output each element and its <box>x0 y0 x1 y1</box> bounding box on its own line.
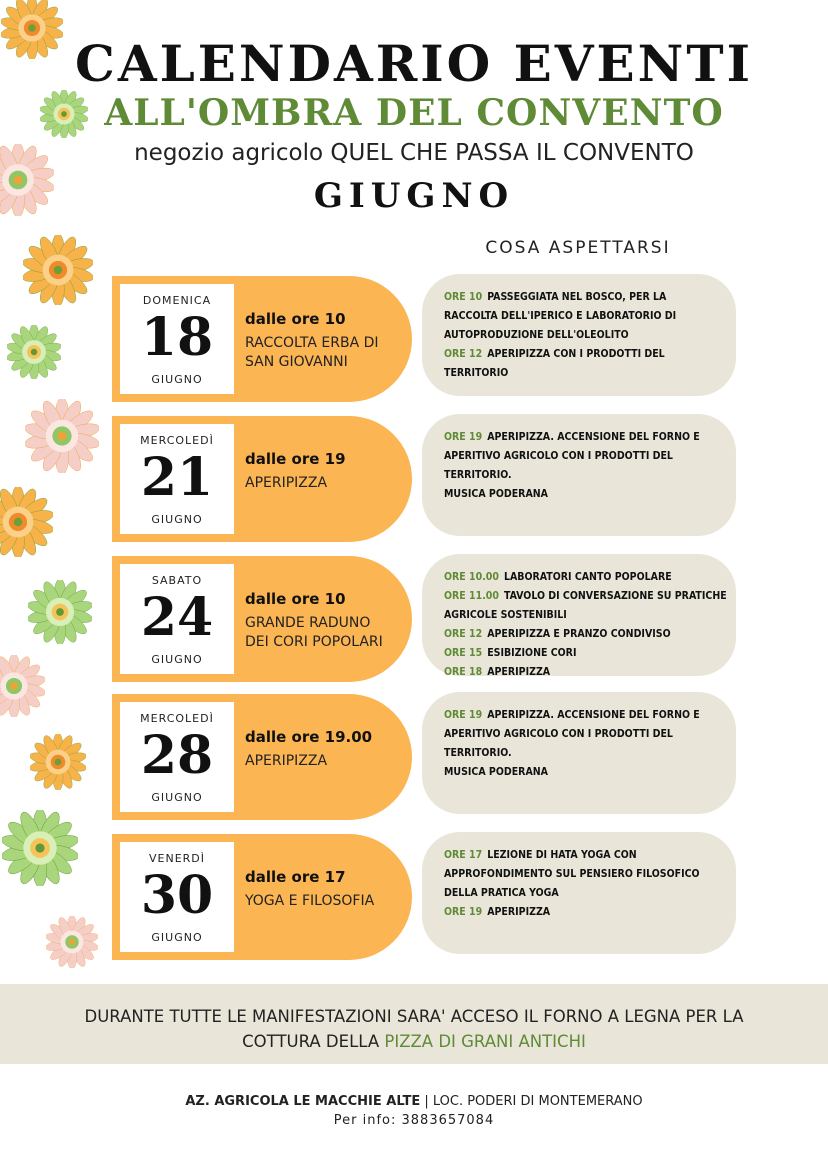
detail-text: TERRITORIO. <box>444 747 512 759</box>
flower-icon <box>7 325 61 383</box>
detail-text: AUTOPRODUZIONE DELL'OLEOLITO <box>444 329 629 341</box>
detail-time: ORE 10.00 <box>444 571 499 583</box>
detail-line <box>444 428 724 447</box>
detail-text: AGRICOLE SOSTENIBILI <box>444 609 567 621</box>
detail-text: DELLA PRATICA YOGA <box>444 887 559 899</box>
detail-text: LABORATORI CANTO POPOLARE <box>503 571 672 583</box>
event-day: 21 <box>140 447 214 508</box>
event-month: GIUGNO <box>151 791 203 804</box>
info-banner <box>0 984 828 1064</box>
event-weekday: VENERDÌ <box>148 852 205 865</box>
event-day: 30 <box>140 865 214 926</box>
event-title: APERIPIZZA <box>245 753 328 769</box>
shop-name: negozio agricolo QUEL CHE PASSA IL CONVENTO <box>134 140 694 166</box>
detail-text: APERIPIZZA <box>487 906 551 918</box>
event-weekday: SABATO <box>151 574 203 587</box>
detail-text: LEZIONE DI HATA YOGA CON <box>487 849 637 861</box>
detail-line <box>444 447 724 466</box>
detail-line <box>444 326 724 345</box>
detail-time: ORE 12 <box>444 348 483 360</box>
event-date-block <box>112 416 412 542</box>
banner-text <box>20 1004 808 1054</box>
page-title: CALENDARIO EVENTI <box>75 34 753 93</box>
event-time: dalle ore 19 <box>245 450 346 468</box>
event-time: dalle ore 10 <box>245 310 346 328</box>
event-weekday: MERCOLEDÌ <box>140 434 214 447</box>
date-box <box>120 284 234 394</box>
event-details-card <box>422 274 736 396</box>
detail-time: ORE 17 <box>444 849 483 861</box>
detail-text: TAVOLO DI CONVERSAZIONE SU PRATICHE <box>503 590 727 602</box>
detail-text: TERRITORIO <box>444 367 509 379</box>
detail-line <box>444 364 724 383</box>
month-heading: GIUGNO <box>313 176 515 216</box>
event-title: RACCOLTA ERBA DI SAN GIOVANNI <box>245 335 379 370</box>
event-details-card <box>422 692 736 814</box>
flower-icon <box>23 235 93 309</box>
detail-line <box>444 903 724 922</box>
detail-text: APERIPIZZA. ACCENSIONE DEL FORNO E <box>487 431 700 443</box>
detail-line <box>444 466 724 485</box>
detail-text: MUSICA PODERANA <box>444 488 548 500</box>
detail-line <box>444 846 724 865</box>
farm-location: LOC. PODERI DI MONTEMERANO <box>432 1094 643 1109</box>
detail-text: APERIPIZZA E PRANZO CONDIVISO <box>487 628 671 640</box>
footer-contact: Per info: 3883657084 <box>333 1113 495 1128</box>
flower-icon <box>28 580 92 648</box>
event-date-block <box>112 276 412 402</box>
event-month: GIUGNO <box>151 931 203 944</box>
event-title: GRANDE RADUNO DEI CORI POPOLARI <box>245 615 383 650</box>
event-time: dalle ore 17 <box>245 868 346 886</box>
flower-icon <box>0 655 45 721</box>
event-series-title: ALL'OMBRA DEL CONVENTO <box>104 92 724 134</box>
event-month: GIUGNO <box>151 373 203 386</box>
event-day: 28 <box>140 725 214 786</box>
detail-line <box>444 625 724 644</box>
detail-line <box>444 725 724 744</box>
event-month: GIUGNO <box>151 653 203 666</box>
detail-time: ORE 19 <box>444 906 483 918</box>
detail-time: ORE 10 <box>444 291 483 303</box>
detail-line <box>444 485 724 504</box>
date-box <box>120 424 234 534</box>
detail-time: ORE 19 <box>444 709 483 721</box>
footer-address <box>0 1094 828 1109</box>
detail-line <box>444 644 724 663</box>
detail-text: PASSEGGIATA NEL BOSCO, PER LA <box>487 291 667 303</box>
event-title: APERIPIZZA <box>245 475 328 491</box>
event-day: 24 <box>140 587 214 648</box>
banner-line1: DURANTE TUTTE LE MANIFESTAZIONI SARA' ACCESO IL FORNO A LEGNA PER LA <box>84 1007 744 1026</box>
event-title: YOGA E FILOSOFIA <box>245 893 375 909</box>
event-time: dalle ore 10 <box>245 590 346 608</box>
detail-text: APERIPIZZA <box>487 666 551 678</box>
detail-line <box>444 288 724 307</box>
date-box <box>120 702 234 812</box>
detail-time: ORE 19 <box>444 431 483 443</box>
event-date-block <box>112 694 412 820</box>
flower-icon <box>46 916 98 972</box>
detail-text: APERITIVO AGRICOLO CON I PRODOTTI DEL <box>444 450 673 462</box>
detail-text: TERRITORIO. <box>444 469 512 481</box>
event-weekday: DOMENICA <box>142 294 212 307</box>
detail-time: ORE 11.00 <box>444 590 499 602</box>
footer-separator: | <box>420 1094 433 1109</box>
detail-line <box>444 307 724 326</box>
date-box <box>120 564 234 674</box>
detail-time: ORE 15 <box>444 647 483 659</box>
event-date-block <box>112 556 412 682</box>
section-label: COSA ASPETTARSI <box>485 238 671 258</box>
farm-name: AZ. AGRICOLA LE MACCHIE ALTE <box>185 1094 421 1109</box>
detail-line <box>444 587 727 606</box>
detail-text: APERIPIZZA. ACCENSIONE DEL FORNO E <box>487 709 700 721</box>
detail-line <box>444 706 724 725</box>
event-weekday: MERCOLEDÌ <box>140 712 214 725</box>
event-day: 18 <box>140 307 214 368</box>
detail-time: ORE 18 <box>444 666 483 678</box>
date-box <box>120 842 234 952</box>
detail-line <box>444 606 724 625</box>
event-date-block <box>112 834 412 960</box>
flower-icon <box>0 487 53 561</box>
event-details-card <box>422 832 736 954</box>
event-details-card <box>422 554 736 676</box>
banner-highlight: PIZZA DI GRANI ANTICHI <box>384 1032 586 1051</box>
detail-line <box>444 568 724 587</box>
detail-text: APPROFONDIMENTO SUL PENSIERO FILOSOFICO <box>444 868 700 880</box>
detail-time: ORE 12 <box>444 628 483 640</box>
detail-text: MUSICA PODERANA <box>444 766 548 778</box>
event-month: GIUGNO <box>151 513 203 526</box>
detail-text: ESIBIZIONE CORI <box>487 647 577 659</box>
detail-text: APERIPIZZA CON I PRODOTTI DEL <box>487 348 665 360</box>
detail-text: APERITIVO AGRICOLO CON I PRODOTTI DEL <box>444 728 673 740</box>
detail-line <box>444 663 724 682</box>
detail-line <box>444 744 724 763</box>
detail-line <box>444 865 724 884</box>
detail-line <box>444 345 724 364</box>
event-time: dalle ore 19.00 <box>245 728 373 746</box>
detail-text: RACCOLTA DELL'IPERICO E LABORATORIO DI <box>444 310 677 322</box>
detail-line <box>444 763 724 782</box>
detail-line <box>444 884 724 903</box>
event-details-card <box>422 414 736 536</box>
flower-icon <box>25 399 99 477</box>
flower-icon <box>30 734 86 794</box>
banner-line2-prefix: COTTURA DELLA <box>242 1032 385 1051</box>
flower-icon <box>2 810 78 890</box>
